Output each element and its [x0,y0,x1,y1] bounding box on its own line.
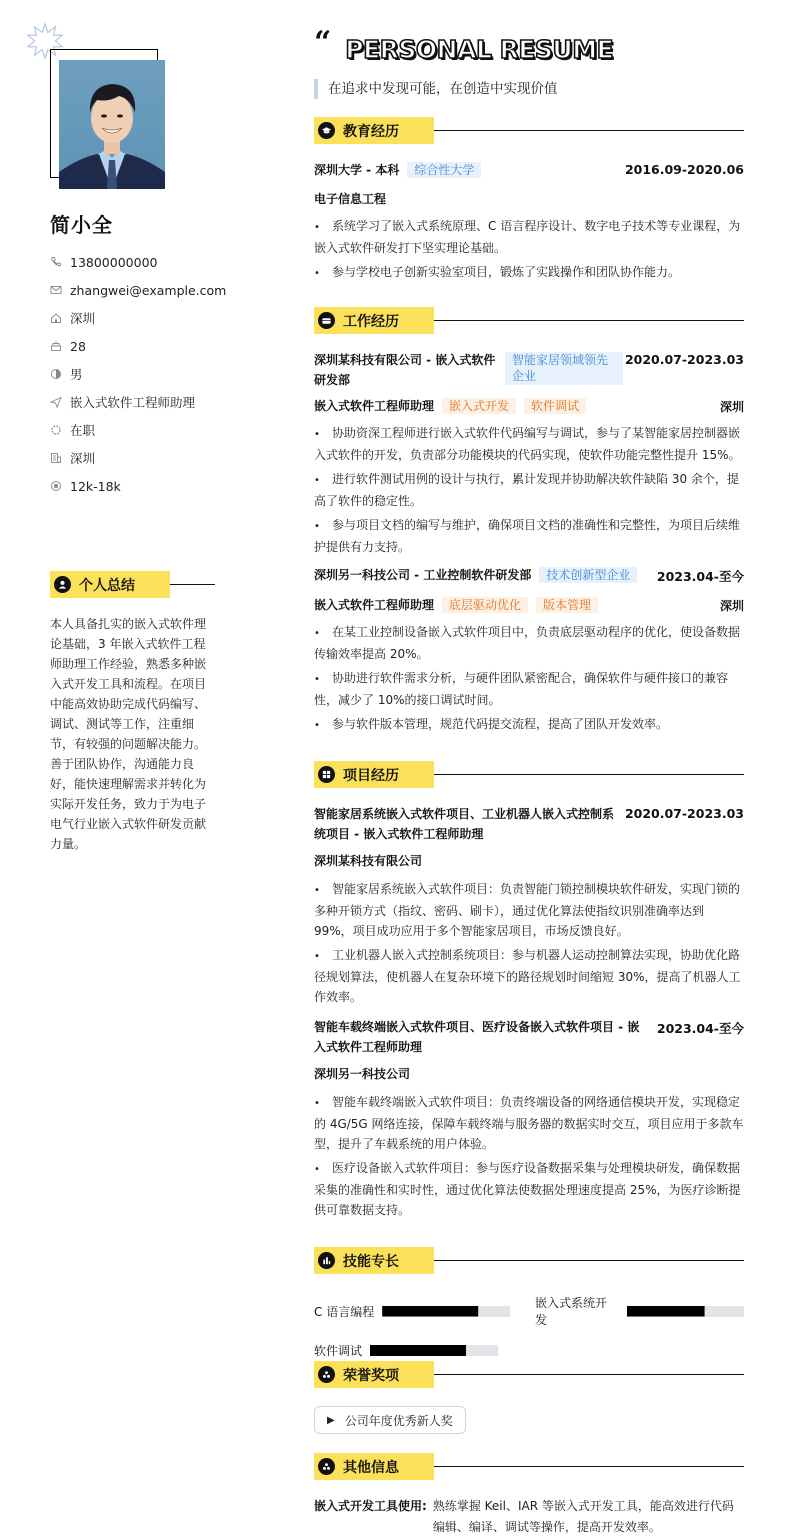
skill-bar-fill [370,1345,466,1356]
education-entry-header [314,162,744,178]
summary-section-header [50,571,215,598]
bar-chart-icon [318,1252,335,1269]
job-entry [314,567,744,736]
other-value: 熟练掌握 Keil、IAR 等嵌入式开发工具，能高效进行代码编辑、编译、调试等操作，提高开发效率。 [432,1499,734,1534]
list-item: • 参与项目文档的编写与维护，确保项目文档的准确性和完整性，为项目后续维护提供有力支持。 [314,518,741,554]
skills-section-header [314,1247,744,1274]
company-tag: 智能家居领域领先企业 [505,352,623,385]
awards-section [314,1361,744,1434]
info-salary: 12k-18k [50,472,260,500]
candidate-name: 简小全 [50,213,113,237]
project-name: 智能车载终端嵌入式软件项目、医疗设备嵌入式软件项目 - 嵌入式软件工程师助理 [314,1020,640,1054]
list-item: • 参与学校电子创新实验室项目，锻炼了实践操作和团队协作能力。 [314,265,681,279]
resume-title-text: PERSONAL RESUME [345,35,614,64]
other-key: 嵌入式开发工具使用: [314,1499,427,1513]
work-title: 工作经历 [343,313,399,330]
project-date: 2020.07-2023.03 [624,806,744,821]
work-section-header [314,307,744,334]
education-section [314,117,744,288]
skill-tag: 版本管理 [536,597,598,613]
project-date: 2023.04-至今 [656,1021,744,1036]
other-item [314,1496,744,1538]
other-section [314,1453,744,1538]
user-icon [54,576,71,593]
project-company: 深圳某科技有限公司 [314,854,423,868]
info-status: 在职 [50,416,260,444]
job-city: 深圳 [719,400,744,414]
work-section [314,307,744,740]
skill-item [314,1294,535,1328]
job-role: 嵌入式软件工程师助理 [314,598,435,612]
major: 电子信息工程 [314,192,387,206]
education-title: 教育经历 [343,123,399,140]
divider-line [434,1374,744,1375]
resume-title [314,25,614,72]
list-item: • 智能车载终端嵌入式软件项目：负责终端设备的网络通信模块开发，实现稳定的 4G/5G 网络连接，保障车载终端与服务器的数据实时交互，项目应用于多款车型，提升了车载系统的用户体验。 [314,1095,744,1151]
triangle-icon: ▶ [327,1414,335,1426]
school-tag: 综合性大学 [407,162,481,178]
left-column [0,0,270,1537]
info-phone: 13800000000 [50,248,260,276]
list-item: • 协助进行软件需求分析，与硬件团队紧密配合，确保软件与硬件接口的兼容性，减少了 10%的接口调试时间。 [314,671,729,707]
skill-tag: 嵌入式开发 [442,398,516,414]
company-name: 深圳另一科技公司 - 工业控制软件研发部 [314,568,532,582]
school-name: 深圳大学 - 本科 [314,163,400,177]
list-item: • 工业机器人嵌入式控制系统项目：参与机器人运动控制算法实现，协助优化路径规划算法，使机器人在复杂环境下的路径规划时间缩短 30%，提高了机器人工作效率。 [314,948,741,1004]
info-position: 嵌入式软件工程师助理 [50,388,260,416]
info-gender: 男 [50,360,260,388]
mail-icon [50,284,62,296]
divider-line [170,584,215,585]
divider-line [434,774,744,775]
info-age: 28 [50,332,260,360]
projects-section [314,761,744,1224]
info-email: zhangwei@example.com [50,276,260,304]
briefcase-icon [318,312,335,329]
divider-line [434,130,744,131]
phone-icon [50,256,62,268]
grid-icon [318,766,335,783]
summary-text: 本人具备扎实的嵌入式软件理论基础，3 年嵌入式软件工程师助理工作经验，熟悉多种嵌入式开发工具和流程。在项目中能高效协助完成代码编写、调试、测试等工作，注重细节，有较强的问题解决能力。善于团队协作，沟通能力良好，能快速理解需求并转化为实际开发任务，致力于为电子电气行业嵌入式软件研发贡献力量。 [50,617,207,851]
job-city: 深圳 [719,599,744,613]
cake-icon [50,340,62,352]
project-company: 深圳另一科技公司 [314,1067,411,1081]
list-item: • 系统学习了嵌入式系统原理、C 语言程序设计、数字电子技术等专业课程，为嵌入式软件研发打下坚实理论基础。 [314,219,741,255]
skill-bar-fill [382,1306,478,1317]
awards-section-header [314,1361,744,1388]
skill-bar [370,1345,498,1356]
skill-tag: 软件调试 [524,398,586,414]
divider-line [434,320,744,321]
list-item: • 进行软件测试用例的设计与执行，累计发现并协助解决软件缺陷 30 余个，提高了软件的稳定性。 [314,472,739,508]
divider-line [434,1466,744,1467]
other-title: 其他信息 [343,1459,399,1476]
award-badge [314,1406,466,1434]
building-icon [50,452,62,464]
list-item: • 参与软件版本管理，规范代码提交流程，提高了团队开发效率。 [314,717,669,731]
summary-title: 个人总结 [79,577,135,594]
skill-item [535,1294,744,1328]
home-icon [50,312,62,324]
avatar [59,60,165,189]
skill-name: 软件调试 [314,1344,363,1358]
job-entry [314,352,744,557]
company-tag: 技术创新型企业 [539,567,637,583]
award-label: 公司年度优秀新人奖 [344,1413,453,1428]
skills-title: 技能专长 [343,1253,399,1270]
list-item: • 智能家居系统嵌入式软件项目：负责智能门锁控制模块软件研发，实现门锁的多种开锁方式（指纹、密码、刷卡），通过优化算法使指纹识别准确率达到 99%，项目成功应用于多个智能家居项目，市场反馈良好。 [314,882,741,938]
job-date: 2023.04-至今 [656,569,744,584]
list-item: • 协助资深工程师进行嵌入式软件代码编写与调试，参与了某智能家居控制器嵌入式软件的开发，负责部分功能模块的代码实现，使软件功能完整性提升 15%。 [314,426,741,462]
gender-icon [50,368,62,380]
divider-line [434,1260,744,1261]
job-role: 嵌入式软件工程师助理 [314,399,435,413]
project-entry [314,1017,744,1220]
list-item: • 在某工业控制设备嵌入式软件项目中，负责底层驱动程序的优化，使设备数据传输效率提高 20%。 [314,625,741,661]
send-icon [50,396,62,408]
info-cluster-icon [318,1458,335,1475]
other-section-header [314,1453,744,1480]
projects-title: 项目经历 [343,767,399,784]
education-date: 2016.09-2020.06 [624,162,744,177]
project-name: 智能家居系统嵌入式软件项目、工业机器人嵌入式控制系统项目 - 嵌入式软件工程师助理 [314,807,615,841]
list-item: • 医疗设备嵌入式软件项目：参与医疗设备数据采集与处理模块研发，确保数据采集的准确性和实时性，通过优化算法使数据处理速度提高 25%，为医疗诊断提供可靠数据支持。 [314,1161,741,1217]
skill-bar [627,1306,744,1317]
info-location: 深圳 [50,304,260,332]
skill-name: 嵌入式系统开发 [534,1296,607,1327]
awards-title: 荣誉奖项 [343,1367,399,1384]
salary-icon [50,480,62,492]
skill-item [314,1342,498,1359]
quote-mark-icon: “ [314,25,332,60]
skill-tag: 底层驱动优化 [442,597,528,613]
contact-info-list [50,248,260,500]
company-name: 深圳某科技有限公司 - 嵌入式软件研发部 [314,353,496,387]
projects-section-header [314,761,744,788]
info-work-city: 深圳 [50,444,260,472]
education-section-header [314,117,744,144]
education-bullets [314,216,744,284]
skills-section [314,1247,744,1359]
motto: 在追求中发现可能，在创造中实现价值 [314,79,558,99]
status-icon [50,424,62,436]
skill-bar-fill [627,1306,705,1317]
graduation-cap-icon [318,122,335,139]
job-date: 2020.07-2023.03 [624,352,744,367]
project-entry [314,804,744,1007]
skill-bar [382,1306,510,1317]
award-icon [318,1366,335,1383]
skill-name: C 语言编程 [314,1304,375,1319]
